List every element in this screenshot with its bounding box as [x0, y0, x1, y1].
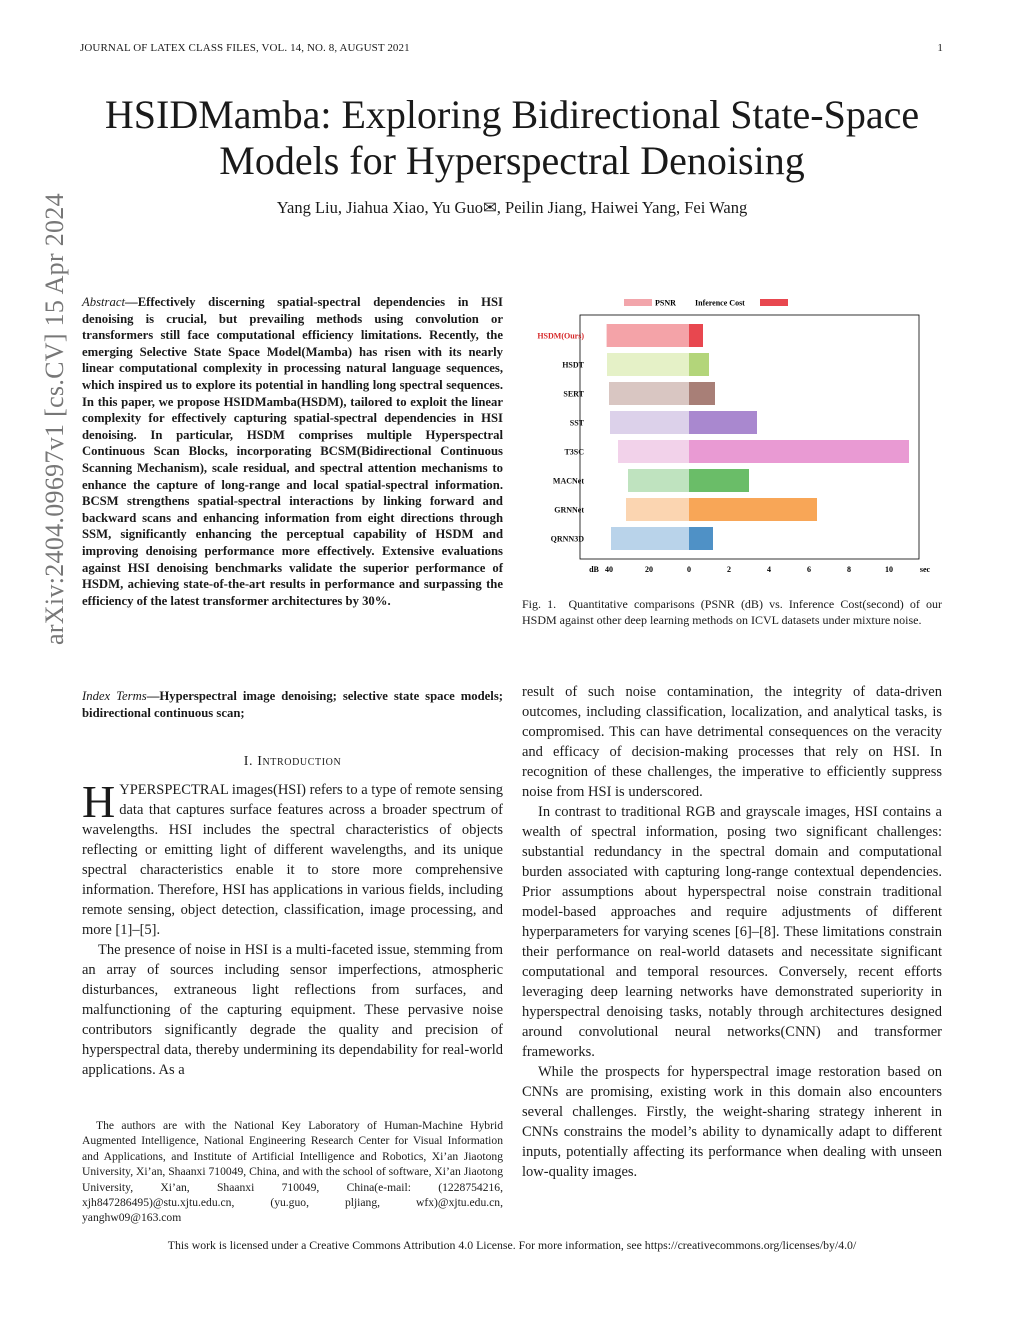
plot-area-frame [580, 315, 919, 559]
x-tick-sec-10: 10 [885, 565, 893, 574]
psnr-bar-t3sc [618, 440, 689, 463]
index-terms-label: Index Terms [82, 689, 147, 703]
category-label-t3sc: T3SC [564, 447, 584, 457]
license-notice: This work is licensed under a Creative Commons Attribution 4.0 License. For more information, see https://creativecommons.org/licenses/by/4.0/ [167, 1238, 857, 1252]
category-label-hsdm-ours: HSDM(Ours) [537, 331, 584, 341]
cost-bar-sst [689, 411, 757, 434]
intro-paragraph-1 [82, 776, 503, 940]
section-title: Introduction [257, 754, 342, 769]
drop-cap: H [82, 776, 116, 827]
title-line-2: Models for Hyperspectral Denoising [219, 138, 805, 183]
category-label-macnet: MACNet [552, 476, 584, 486]
page-number: 1 [937, 42, 943, 54]
category-label-grnnet: GRNNet [554, 505, 584, 515]
cost-bar-grnnet [689, 498, 817, 521]
abstract [82, 294, 503, 609]
author-list: Yang Liu, Jiahua Xiao, Yu Guo✉, Peilin Jiang, Haiwei Yang, Fei Wang [276, 198, 748, 217]
category-label-qrnn3d: QRNN3D [550, 534, 584, 544]
x-unit-label-db: dB [589, 565, 599, 574]
right-paragraph-2: In contrast to traditional RGB and grayscale images, HSI contains a wealth of spectral information, posing two significant challenges: substantial redundancy in the spectral domain and computational burden associated with capturing long-range contextual dependencies. Prior assumptions about hyperspectral noise constrain traditional model-based approaches and require adjustments of different hyperparameters for varying scenes [6]–[8]. These limitations constrain their performance on real-world datasets and necessitate significant computational and temporal resources. Conversely, recent efforts leveraging deep learning networks have demonstrated superiority in hyperspectral denoising tasks, notably through architectures designed around convolutional neural networks(CNN) and transformer frameworks. [522, 804, 942, 1060]
x-tick-db-40: 40 [605, 565, 613, 574]
cost-bar-t3sc [689, 440, 909, 463]
cost-bar-hsdt [689, 353, 709, 376]
figure-1-chart [522, 290, 942, 580]
cost-bar-sert [689, 382, 715, 405]
caption-label: Fig. 1. [522, 597, 557, 611]
x-tick-sec-2: 2 [727, 565, 731, 574]
x-tick-sec-6: 6 [807, 565, 811, 574]
x-tick-sec-4: 4 [767, 565, 771, 574]
chart-legend [624, 299, 788, 308]
psnr-bar-sst [610, 411, 689, 434]
figure-caption [522, 597, 942, 628]
cost-bar-qrnn3d [689, 527, 713, 550]
cost-bar-macnet [689, 469, 749, 492]
legend-swatch-psnr [624, 299, 652, 306]
legend-label-psnr: PSNR [655, 298, 676, 308]
psnr-bar-hsdm-ours [607, 324, 689, 347]
index-terms-text: —Hyperspectral image denoising; selective state space models; bidirectional continuous scan; [82, 689, 503, 720]
category-label-hsdt: HSDT [562, 360, 584, 370]
paper-title [60, 92, 964, 184]
psnr-bar-macnet [628, 469, 689, 492]
section-heading [82, 754, 503, 770]
x-tick-sec-8: 8 [847, 565, 851, 574]
title-line-1: HSIDMamba: Exploring Bidirectional State-Space [104, 92, 920, 137]
intro-paragraph-2: The presence of noise in HSI is a multi-faceted issue, stemming from an array of sources including sensor imperfections, atmospheric disturbances, extraneous light reflections from surfaces, and malfunctioning of the capturing equipment. These pervasive noise contributors significantly degrade the quality and precision of hyperspectral data, thereby undermining its dependability for real-world applications. As a [82, 942, 503, 1078]
psnr-bar-sert [609, 382, 689, 405]
author-footnote [82, 1118, 503, 1226]
legend-label-inference-cost: Inference Cost [695, 298, 745, 308]
abstract-label: Abstract [82, 295, 125, 309]
category-label-sert: SERT [563, 389, 584, 399]
right-paragraph-3: While the prospects for hyperspectral image restoration based on CNNs are promising, existing work in this domain also encounters several challenges. Firstly, the weight-sharing strategy inherent in CNNs constrains the model’s ability to dynamically adapt to different inputs, potentially affecting its performance when dealing with unseen low-quality images. [522, 1064, 942, 1180]
caption-text: Quantitative comparisons (PSNR (dB) vs. Inference Cost(second) of our HSDM against other deep learning methods on ICVL datasets under mixture noise. [522, 597, 942, 627]
running-header: JOURNAL OF LATEX CLASS FILES, VOL. 14, NO. 8, AUGUST 2021 [80, 42, 410, 54]
psnr-bar-grnnet [626, 498, 689, 521]
right-column-text [522, 682, 942, 1182]
intro-p1-text: YPERSPECTRAL images(HSI) refers to a type of remote sensing data that captures surface features across a broader spectrum of wavelengths. HSI includes the spectral characteristics of objects reflecting or emitting light of different wavelengths, and its unique spectral characteristics enable it to store more comprehensive information. Therefore, HSI has applications in various fields, including remote sensing, object detection, classification, image processing, and more [1]–[5]. [82, 782, 503, 938]
x-unit-label-sec: sec [919, 565, 931, 574]
psnr-bar-hsdt [607, 353, 689, 376]
footnote-text: The authors are with the National Key Laboratory of Human-Machine Hybrid Augmented Intelligence, National Engineering Research Center for Visual Information and Applications, and Institute of Artificial Intelligence and Robotics, Xi’an Jiaotong University, Xi’an, Shaanxi 710049, China, and with the school of software, Xi’an Jiaotong University, Xi’an, Shaanxi 710049, China(e-mail: (1228754216, xjh847286495)@stu.xjtu.edu.cn, (yu.guo, pljiang, wfx)@xjtu.edu.cn, yanghw09@163.com [82, 1119, 503, 1225]
abstract-text: —Effectively discerning spatial-spectral dependencies in HSI denoising is crucial, but prevailing methods using convolution or transformers still face computational efficiency limitations. Recently, the emerging Selective State Space Model(Mamba) has risen with its nearly linear computational complexity in processing natural language sequences, which inspired us to explore its potential in handling long spectral sequences. In this paper, we propose HSIDMamba(HSDM), tailored to exploit the linear complexity for effectively capturing spatial-spectral dependencies in HSI denoising. In particular, HSDM comprises multiple Hyperspectral Continuous Scan Blocks, incorporating BCSM(Bidirectional Continuous Scanning Mechanism), scale residual, and spectral attention mechanisms to enhance the capture of long-range and local spatial-spectral information. BCSM strengthens spatial-spectral interactions by linking forward and backward scans and enhancing information from eight directions through SSM, significantly enhancing the perceptual capability of HSDM and improving denoising performance more effectively. Extensive evaluations against HSI denoising benchmarks validate the superior performance of HSDM, achieving state-of-the-art results in performance and surpassing the efficiency of the latest transformer architectures by 30%. [82, 295, 503, 608]
category-label-sst: SST [569, 418, 584, 428]
section-number: I. [243, 754, 254, 769]
cost-bar-hsdm-ours [689, 324, 703, 347]
arxiv-identifier: arXiv:2404.09697v1 [cs.CV] 15 Apr 2024 [40, 193, 69, 645]
x-tick-db-20: 20 [645, 565, 653, 574]
intro-text [82, 776, 503, 1080]
legend-swatch-inference-cost [760, 299, 788, 306]
index-terms [82, 688, 503, 721]
right-paragraph-1: result of such noise contamination, the integrity of data-driven outcomes, including classification, localization, and analytical tasks, is compromised. This can have detrimental consequences on the veracity and efficacy of decision-making processes that rely on HSI. In recognition of these challenges, the imperative to efficiently suppress noise from HSI is underscored. [522, 684, 942, 800]
psnr-bar-qrnn3d [611, 527, 689, 550]
x-tick-db-0: 0 [687, 565, 691, 574]
